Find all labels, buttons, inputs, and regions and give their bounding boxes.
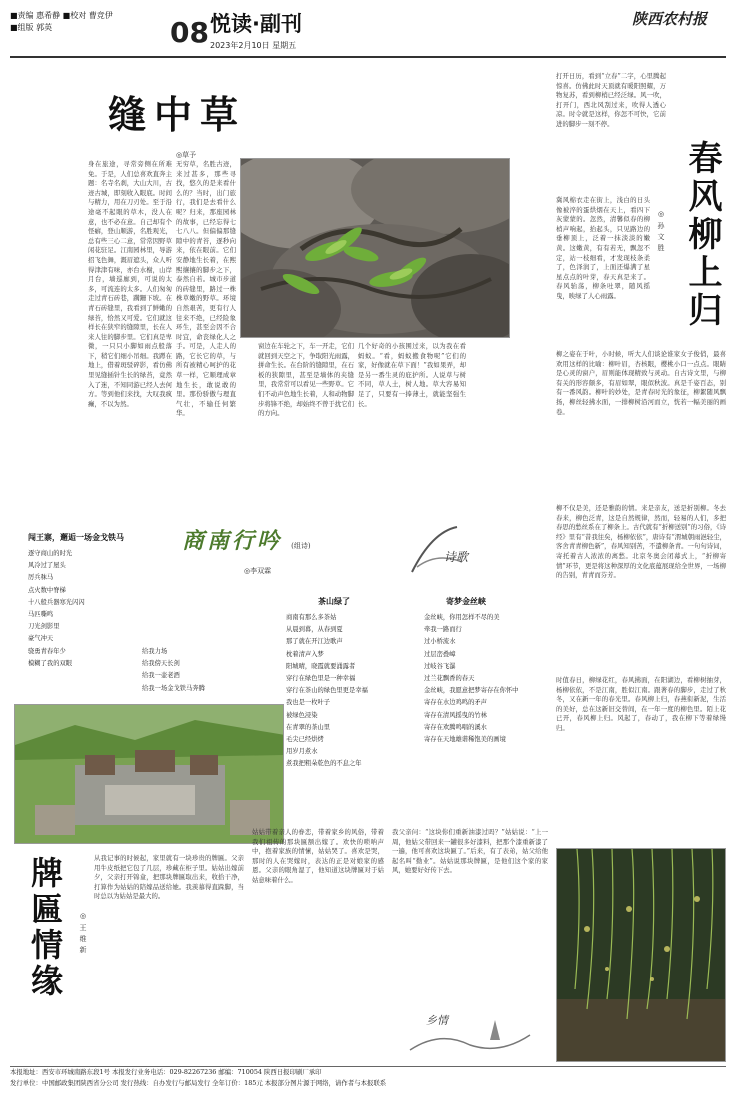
poems-banner-sub: (组诗) <box>291 542 311 550</box>
article-chunfeng-author: ◎孙文胜 <box>657 210 665 255</box>
article-chunfeng-col1: 打开日历，看到“立春”二字，心里腾起惊喜。仿佛此时天顶就有暖阳照耀，万物复苏，看到柳梢已经泛绿。风一吹，打开门，西北风刮过来，吹得人透心凉。时令就是这样，你怎不可快，它前进的脚步一刻不停。 <box>556 72 666 128</box>
article-chunfeng-col2: 冀风棉衣走在街上，浅白的日头像被淬的蛋烘烟在天上，看四下灰蒙蒙的。忽然，清馨似春的柳梢声响起，抬起头，只见路边的垂柳顶上，泛着一抹淡淡的嫩黄。这嫩黄，有有若无，飘忽不定，站一枝细看，才发现枝条柔了，色泽润了，上面还爆满了星星点点的叶芽，春天真是来了。春风骀荡，柳条吐翠，随风摇曳，映绿了人心雨露。 <box>556 196 650 300</box>
poem1-line: 马匹嘶鸣 <box>28 611 54 619</box>
poem3-line: 过兰花飘香的春天 <box>424 675 475 683</box>
article-chunfeng-col5: 时值春日，柳绿花红，春风拂面，在阳湖边，看柳树抽芽，杨柳依依，不是江南，胜似江南。跟著春的脚步，走过了秋冬，又在新一年的春光里。春风柳上归，春燕衔新泥，生活的美好，总在这新旧交替间，在一年一度的柳色里。陌上花已开，春风柳上归。风起了，春动了，我在柳下等着绿缦归。 <box>556 676 726 732</box>
poem2-line: 那了就在开江边歌声 <box>286 638 343 646</box>
poem3-line: 过小桥流水 <box>424 638 456 646</box>
poem2-line: 枕着清声入梦 <box>286 650 324 658</box>
footer-line-1: 本报地址：西安市环城南路东段1号 本报发行业务电话：029-82267236 邮编：710054 陕西日报印刷厂承印 <box>10 1068 322 1076</box>
credits-line-2: ■组版 郭英 <box>10 23 53 32</box>
poem3-line: 牵我一路而行 <box>424 626 462 634</box>
poem1-line: 给我一场金戈铁马奔腾 <box>142 684 205 692</box>
poems-banner <box>182 524 382 552</box>
poem2-line: 从晨到暮，从春到夏 <box>286 626 343 634</box>
poem1-line: 十八般兵器寒光闪闪 <box>28 598 85 606</box>
poem2-line: 煮我把粗朵乾色的不息之年 <box>286 760 362 768</box>
article-paibian-col3: 我父亲问：“这块你们重新油漆过吗？”姑姑说：“上一周，他姑父带回来一罐很多好漆料，把那个漆重新漆了一遍，他可喜欢这块匾了。”后来，有了表弟，姑父给他起名叫“勤业”。姑姑说那块牌匾，是他们这个家的家风，她要好好传下去。 <box>392 828 548 875</box>
poem1-line: 给我一壶老酒 <box>142 672 180 680</box>
poem2-line: 毛尖已经烘烤 <box>286 736 324 744</box>
article-paibian-col1: 从我记事的时候起，家里就有一块珍贵的牌匾。父亲用牛皮纸把它包了几层，珍藏在柜子里。姑姑出嫁前夕，父亲打开锦盒，把那块牌匾取出来，收拾干净，打算作为姑姑的陪嫁品送给她。我羡慕得直跺脚，当时总以为姑姑是最大的。 <box>94 854 244 901</box>
poem3-line: 寄存在清风摇曳的竹林 <box>424 711 487 719</box>
article-feng-col3: 窗边在车轮之下，车一开走，它们就回到天空之下，争取阳光雨露，拼命生长。在台阶的缝隙里，在石板的狭隙里，甚至是墙体的夹缝里，我常常可以看见一些野草。它们不动声色地生长着，人和动物脚步将锋不绝，却始终不曾于扰它们的方向。 <box>258 342 354 418</box>
footer <box>10 1066 726 1096</box>
poem2-line: 穿行在茶山的绿色里更是幸福 <box>286 687 368 695</box>
poem3-line: 过岐谷飞瀑 <box>424 662 456 670</box>
poem3-line: 寄存在欢腾鸣唱的溪水 <box>424 723 487 731</box>
poem2-line: 用岁月煮水 <box>286 748 318 756</box>
poem3-line: 过层峦叠嶂 <box>424 650 456 658</box>
section-title: 悦读·副刊 <box>210 12 302 36</box>
article-feng-col1: 身在旅途，寻常旁侧在所难免。于是，人们总喜欢直奔主题：名寺名刹，大山大川，古迹古城，即刻收入眼底。时间与精力，用在刀刃处。至于沿途毫不起眼的草木，没人在意，也不必在意。自己却有个怪癖，登山顺游，名胜观光，总有些三心二意，常常因野草闲花驻足。江南园林里，导游招飞色舞，溉眉遮头，众人听得津津有味，亦台水榭，山岸月台，墙巡廊到，可说的太多，可流连的太多。人们匆匆走过青石砖巷，蹒跚下坡。在青石砖缝里，我看到了鲜嫩的绿苔，恰然又可爱。它们就这样长在狭窄的缝隙里，长在人来人往的脚步里。它们真是卑微，一只只小脚如雨点般落下，稍它们细小吊细。我蹲在地上，借着斑驳碎影，看仿佛里见缝插针生长的绿苔，竟然入了迷，不知同游已经人去何方。等到他们来找，大叹我疯癫，不以为然。 <box>88 160 172 408</box>
poem1-stanza1 <box>28 548 138 670</box>
poem2-title: 茶山绿了 <box>318 596 350 606</box>
poem3-line: 寄存在水边鸡鸣的矛声 <box>424 699 487 707</box>
poems-deco-label: 诗歌 <box>444 550 469 564</box>
poems-author: ◎李双霖 <box>244 567 272 575</box>
poem1-line: 给我傍天长剑 <box>142 660 180 668</box>
poem1-line: 逐守商山的时光 <box>28 550 73 557</box>
article-feng-title: 缝中草 <box>108 92 247 137</box>
poems-deco <box>402 522 472 582</box>
poems-banner-title: 商南行吟 <box>182 528 283 554</box>
fortress-village-image <box>15 705 284 844</box>
willow-photo <box>556 848 726 1062</box>
poem2-line: 我也是一枚叶子 <box>286 699 331 707</box>
poem2-body <box>286 612 410 771</box>
xiangqing-deco <box>400 1010 540 1060</box>
article-feng-col4: 几个好奇的小孩围过来，以为我在看蚂蚁。“看，蚂蚁搬食物呢”它们的家，好像就在草下面！”我如果弄，却是另一番生灵的庇护所。人说草与树不同，草人土，树人地。草大容易知足了，只要有一捧薄土，就能坚强生长。 <box>358 342 466 408</box>
poem3-body <box>424 612 552 746</box>
credits-line-1: ■责编 惠希静 ■校对 曹竞伊 <box>10 11 113 20</box>
rock-fern-image <box>241 159 510 338</box>
poem2-line: 穿行在绿色里是一种幸福 <box>286 675 356 683</box>
header-rule <box>10 56 726 58</box>
article-chunfeng-col3: 柳之姿在于叶，小时候，听大人们谈论谁家女子俊俏，最喜欢用这样的比喻：柳叶眉，杏核眼，樱桃小口一点点。眼睛是心灵的窗户，眉则能体现精致与灵动。自古诗文里，与柳有关的形容颇多，有眉如翠，眼似秋波。真是千姿百态，别有一番风韵。柳叶的妙处，是青春时光的象征，柳絮随风飘扬，柳丝轻拂水面，一排柳树沿河而立，恍若一幅美丽的画卷。 <box>556 350 726 416</box>
poem1-line: 豪气冲天 <box>28 635 54 643</box>
article-paibian-author: ◎王维新 <box>79 912 87 957</box>
poem2-line: 阳城晴，晓霞就要涌露者 <box>286 662 356 670</box>
masthead-logo: 陕西农村报 <box>632 10 708 28</box>
article-chunfeng-col4: 柳不仅是美，还是雅韵的情。来是亲友，送是折别柳。冬去春来，柳色泛青，这是自然规律，然而，轻易的人们，多把春思的愁丝系在了柳条上。古代就有“折柳送别”的习俗，《诗经》里有“昔我往矣，杨柳依依”，唐诗有“渭城朝雨浥轻尘，客舍青青柳色新”，春风知别苦，不遣柳条青。一句句诗词，寄托着古人浓浓的离愁。北京冬奥会闭幕式上，“折柳寄情”环节，更是将这种深厚的文化底蕴展现给全世界，一场柳的告别，青青而芬芳。 <box>556 504 726 580</box>
poem1-stanza2 <box>142 646 262 695</box>
poem1-line: 模糊了我的双眼 <box>28 659 73 667</box>
page-number: 08 <box>170 16 209 49</box>
poem1-line: 给我力场 <box>142 648 168 655</box>
issue-date: 2023年2月10日 星期五 <box>210 41 297 50</box>
willow-image <box>557 849 726 1062</box>
poem3-line: 寄存在天地雄谐稀饱美的画境 <box>424 736 506 744</box>
credits <box>10 10 180 34</box>
article-feng-author: ◎草予 <box>176 151 197 159</box>
poem2-line: 商南有那么多茶姑 <box>286 614 337 621</box>
poem3-title: 寄梦金丝峡 <box>446 596 486 606</box>
landscape-sketch-icon <box>400 1010 540 1060</box>
article-paibian-title: 牌匾情缘 <box>26 856 64 1000</box>
poem3-line: 金丝峡，你用怎样不尽的美 <box>424 614 500 621</box>
article-paibian-col2: 姑姑带着亲人的眷恋，带着家乡的风俗，带着我们祖传的那块匾额出嫁了。欢快的唢呐声中，抱着家族的情愫，姑姑哭了。喜欢是哭，那时的人在哭嫁时，表达的正是对娘家的感恩。父亲的眼角湿了，他知道这块牌匾对于姑姑意味着什么。 <box>252 828 384 884</box>
poem1-line: 点火数中脊梯 <box>28 586 66 594</box>
poem1-line: 骁勇青春年少 <box>28 647 66 655</box>
poem2-line: 在青翠的茶山里 <box>286 723 331 731</box>
poem2-line: 被绿色浸染 <box>286 711 318 719</box>
poem1-line: 风冷过了屋头 <box>28 562 66 570</box>
xiangqing-label: 乡情 <box>426 1014 448 1027</box>
article-chunfeng-title: 春风柳上归 <box>682 140 722 330</box>
footer-line-2: 发行单位：中国邮政集团陕西省分公司 发行热线：自办发行与邮局发行 全年订价：185元 本报部分图片源于网络，请作者与本报联系 <box>10 1079 387 1087</box>
poem3-line: 金丝峡，我愿意把梦寄存在你怀中 <box>424 687 519 695</box>
poems-photo <box>14 704 284 844</box>
poem1-title: 闯王寨，邂逅一场金戈铁马 <box>28 532 124 542</box>
poem1-line: 厉兵秣马 <box>28 574 54 582</box>
article-feng-photo <box>240 158 510 338</box>
poem1-line: 刀光剑影里 <box>28 623 60 631</box>
article-feng-col2: 无穷草，名胜古迹，来过甚多，那些寻找，悠久的是来看什么的？当时，出门旅行，我们是去看什么呢？归来，那座园林的故事，已经忘得七七八八。但偏偏那缝隙中的青苔，逐秒向来，依在眼前。它们安静地生长着，在熙熙攘攘的脚步之下，泰然自若。城市步道的砖缝里，路过一株株草嫩的野草。环境自然艰苦，更有行人往来不绝，已经险象环生，甚至会因不合时宜，命丧绿化人之手。可是，人走人的路，它长它的草，与所有被精心呵护的花草一样，它顺理成章地生长，敢说敢的里。那份骄傲与理直气壮，不输任何繁华。 <box>176 160 236 418</box>
